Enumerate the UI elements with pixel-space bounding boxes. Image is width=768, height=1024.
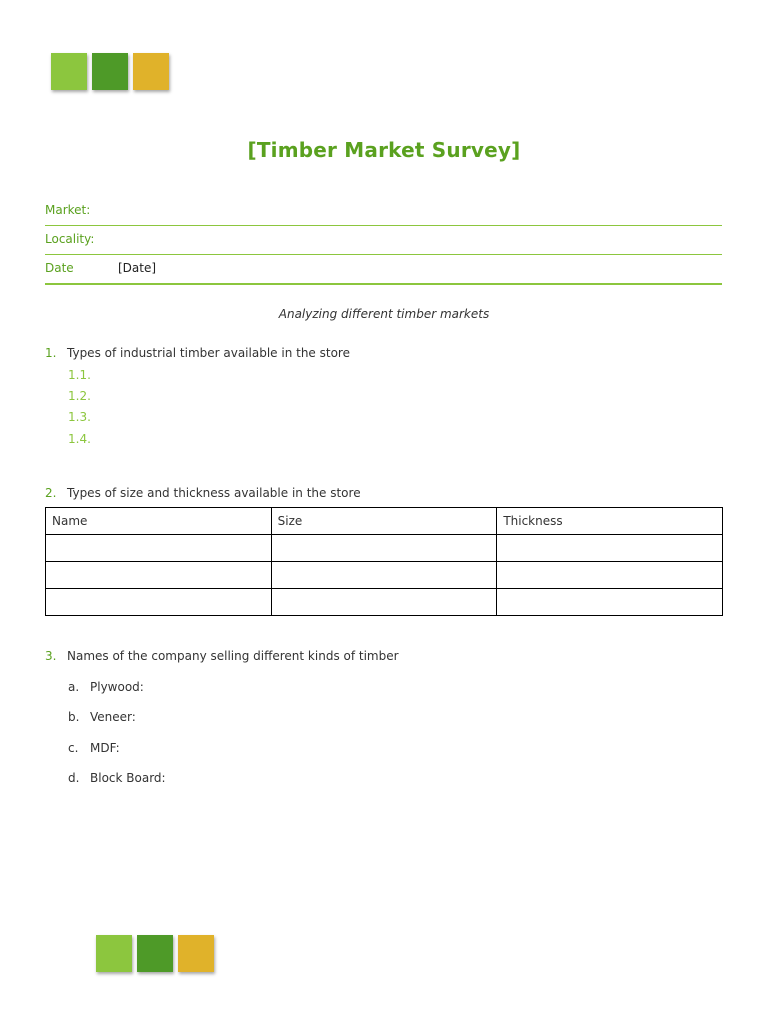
field-date [45,254,722,282]
question-text: Types of size and thickness available in the store [67,486,361,500]
field-label: Date [45,261,74,275]
header-cell-name: Name [46,508,272,535]
company-item-veneer [68,710,136,724]
logo-square-green [137,935,173,972]
table-header-row [46,508,723,535]
sub-item-1-2: 1.2. [68,389,91,403]
item-letter: d. [68,771,80,785]
table-row [46,589,723,616]
table-cell[interactable] [46,535,272,562]
item-label: Block Board: [90,771,166,785]
table-row [46,535,723,562]
table-cell[interactable] [497,562,723,589]
item-label: Veneer: [90,710,136,724]
field-label: Locality: [45,232,95,246]
sub-item-1-4: 1.4. [68,432,91,446]
field-label: Market: [45,203,91,217]
item-label: MDF: [90,741,120,755]
table-cell[interactable] [271,535,497,562]
question-text: Names of the company selling different kinds of timber [67,649,399,663]
size-thickness-table [45,507,723,616]
item-letter: c. [68,741,79,755]
table-cell[interactable] [497,589,723,616]
company-item-plywood [68,680,144,694]
question-2 [45,486,361,500]
table-row [46,562,723,589]
item-letter: b. [68,710,80,724]
sub-item-1-1: 1.1. [68,368,91,382]
logo-square-green [92,53,128,90]
logo-squares-bottom [96,935,214,972]
logo-square-light-green [51,53,87,90]
header-cell-thickness: Thickness [497,508,723,535]
company-item-block-board [68,771,166,785]
logo-square-light-green [96,935,132,972]
header-bottom-rule [45,283,722,285]
field-value[interactable]: [Date] [118,261,157,275]
logo-squares-top [51,53,169,90]
logo-square-gold [133,53,169,90]
field-market [45,196,722,224]
field-locality [45,225,722,253]
item-label: Plywood: [90,680,144,694]
document-subtitle: Analyzing different timber markets [278,307,490,321]
table-cell[interactable] [271,589,497,616]
table-cell[interactable] [271,562,497,589]
table-cell[interactable] [46,562,272,589]
question-1 [45,346,350,360]
table-cell[interactable] [46,589,272,616]
question-text: Types of industrial timber available in the store [67,346,350,360]
question-number: 1. [45,346,57,360]
header-cell-size: Size [271,508,497,535]
document-title: [Timber Market Survey] [247,138,521,162]
logo-square-gold [178,935,214,972]
company-item-mdf [68,741,120,755]
question-number: 3. [45,649,57,663]
item-letter: a. [68,680,80,694]
sub-item-1-3: 1.3. [68,410,91,424]
question-number: 2. [45,486,57,500]
table-cell[interactable] [497,535,723,562]
question-3 [45,649,399,663]
